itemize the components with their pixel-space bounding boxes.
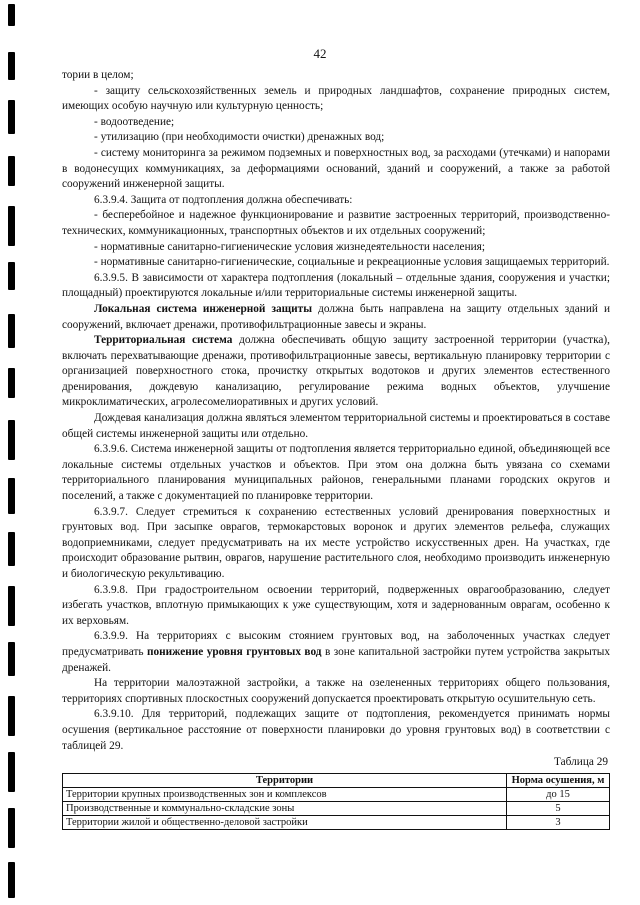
header-norm: Норма осушения, м — [507, 773, 610, 787]
paragraph-text: 6.3.9.7. Следует стремиться к сохранению естественных условий дренирования поверхностных и грунтовых вод. При засыпке оврагов, термокарстовых воронок и других элементов рельефа, служащих водоприемниками, следует предусматривать на их месте устройство искусственных дрен. На участках, где происходит образование рытвин, оврагов, нарушение растительного слоя, необходимо производить инженерную и биологическую рекультивацию. — [62, 505, 610, 580]
paragraph-text: должна быть направлена на защиту отдельных зданий и сооружений, включает дренажи, противофильтрационные завесы и экраны. — [62, 302, 610, 331]
paragraph — [62, 115, 610, 131]
paragraph — [62, 629, 610, 676]
paragraph — [62, 302, 610, 333]
paragraph-text: тории в целом; — [62, 69, 134, 81]
table-row — [63, 787, 610, 801]
binder-mark — [8, 206, 15, 246]
binder-mark — [8, 642, 15, 676]
paragraph-text: 6.3.9.10. Для территорий, подлежащих защите от подтопления, рекомендуется принимать нормы осушения (вертикальное расстояние от поверхности планировки до уровня грунтовых вод) в соответствии с таблицей 29. — [62, 708, 610, 752]
paragraph-text: 6.3.9.8. При градостроительном освоении территорий, подверженных оврагообразованию, следует избегать участков, вплотную примыкающих к уже существующим, хотя и задернованным оврагам, особенно к их верховьям. — [62, 583, 610, 627]
binder-mark — [8, 156, 15, 186]
paragraph — [62, 271, 610, 302]
binder-mark — [8, 862, 15, 898]
paragraph-text: - нормативные санитарно-гигиенические условия жизнедеятельности населения; — [94, 240, 485, 253]
territory-cell: Территории крупных производственных зон и комплексов — [63, 787, 507, 801]
paragraph — [62, 255, 610, 271]
table-caption: Таблица 29 — [554, 756, 608, 769]
paragraph-text: - водоотведение; — [94, 115, 175, 128]
paragraph-text: - систему мониторинга за режимом подземных и поверхностных вод, за расходами (утечками) и напорами в водонесущих коммуникациях, за деформациями оснований, зданий и сооружений, а также за работой сооружений инженерной защиты. — [62, 146, 610, 191]
territory-cell: Производственные и коммунально-складские зоны — [63, 801, 507, 815]
paragraph — [62, 676, 610, 707]
table-header-row — [63, 773, 610, 787]
binder-mark — [8, 808, 15, 848]
page-number: 42 — [313, 46, 327, 61]
paragraph-bold-term: Территориальная система — [94, 334, 233, 347]
paragraph-text: в зоне капитальной застройки путем устройства закрытых дренажей. — [62, 645, 611, 674]
binder-mark — [8, 100, 15, 134]
paragraph-text: Дождевая канализация должна являться элементом территориальной системы и проектироваться в составе общей системы инженерной защиты или отдельно. — [62, 412, 610, 440]
paragraph-text: - нормативные санитарно-гигиенические, социальные и рекреационные условия защищаемых территорий. — [94, 256, 610, 269]
table-row — [63, 815, 610, 829]
table-row — [63, 801, 610, 815]
document-body — [62, 68, 610, 830]
paragraph-bold-term: понижение уровня грунтовых вод — [147, 645, 322, 658]
paragraph-text: - защиту сельскохозяйственных земель и природных ландшафтов, сохранение природных систем, имеющих особую научную или культурную ценность; — [62, 84, 610, 113]
paragraph — [62, 193, 610, 209]
binder-mark — [8, 420, 15, 460]
paragraph — [62, 130, 610, 146]
paragraph-text: - бесперебойное и надежное функционирование и развитие застроенных территорий, производственно-технических, коммуникационных, транспортных объектов и их отдельных сооружений; — [62, 209, 610, 237]
binder-mark — [8, 262, 15, 290]
paragraph — [62, 146, 610, 193]
paragraph-text: 6.3.9.6. Система инженерной защиты от подтопления является территориально единой, объединяющей все локальные системы отдельных участков и объектов. При этом она должна быть увязана со схемами территориального планирования муниципальных районов, генеральными планами городских округов и поселений, а также с документацией по планировке территории. — [62, 443, 610, 503]
paragraph — [62, 68, 610, 84]
paragraph-text: - утилизацию (при необходимости очистки) дренажных вод; — [94, 131, 385, 144]
binder-mark — [8, 314, 15, 348]
paragraph — [62, 442, 610, 504]
norm-cell: 5 — [507, 801, 610, 815]
binder-mark — [8, 696, 15, 736]
paragraph — [62, 208, 610, 239]
norm-cell: 3 — [507, 815, 610, 829]
paragraph-text: 6.3.9.4. Защита от подтопления должна обеспечивать: — [94, 193, 353, 206]
binder-mark — [8, 586, 15, 626]
paragraph-list — [62, 68, 610, 754]
paragraph-text: должна обеспечивать общую защиту застроенной территории (участка), включать перехватывающие дренажи, противофильтрационные завесы, вертикальную планировку территории с организацией поверхностного стока, прочистку открытых водотоков и других элементов естественного дренирования, дождевую канализацию, регулирование режима водных объектов, улучшение микроклиматических, агролесомелиоративных и других условий. — [62, 334, 610, 409]
binder-mark — [8, 752, 15, 792]
drainage-norms-table — [62, 773, 610, 830]
paragraph — [62, 411, 610, 442]
paragraph — [62, 505, 610, 583]
paragraph-bold-term: Локальная система инженерной защиты — [94, 302, 313, 315]
binder-mark — [8, 368, 15, 398]
paragraph — [62, 84, 610, 115]
binder-mark — [8, 532, 15, 566]
paragraph-text: 6.3.9.5. В зависимости от характера подтопления (локальный – отдельные здания, сооружения и участки; площадный) проектируются локальные и/или территориальные системы инженерной защиты. — [62, 271, 610, 300]
paragraph-text: 6.3.9.9. На территориях с высоким стоянием грунтовых вод, на заболоченных участках следует предусматривать — [62, 630, 610, 658]
paragraph — [62, 240, 610, 256]
binder-mark — [8, 4, 15, 26]
territory-cell: Территории жилой и общественно-деловой застройки — [63, 815, 507, 829]
paragraph-text: На территории малоэтажной застройки, а также на озелененных территориях общего пользования, территориях спортивных плоскостных сооружений допускается проектировать открытую осушительную сеть. — [62, 677, 610, 705]
binder-mark — [8, 478, 15, 514]
paragraph — [62, 333, 610, 411]
header-territories: Территории — [63, 773, 507, 787]
paragraph — [62, 583, 610, 630]
paragraph — [62, 707, 610, 754]
norm-cell: до 15 — [507, 787, 610, 801]
